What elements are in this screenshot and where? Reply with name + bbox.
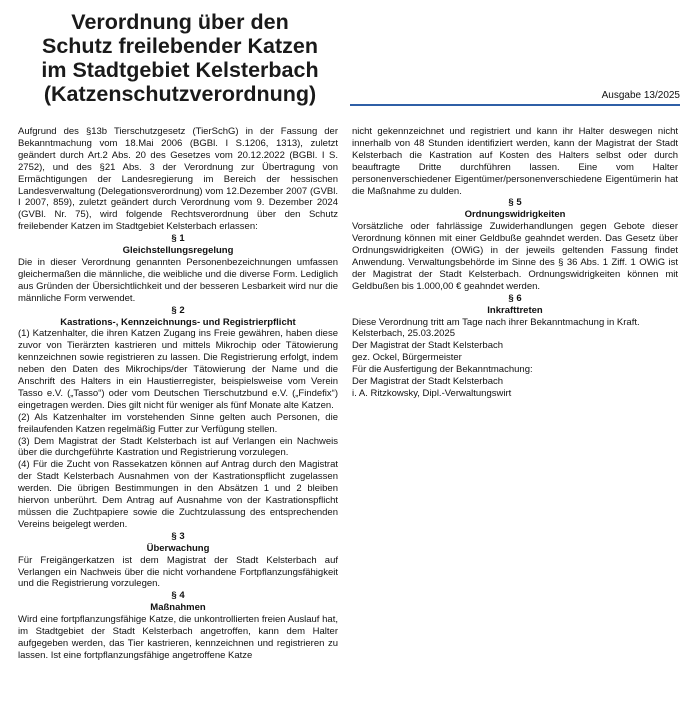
section-number: § 6 — [508, 292, 522, 304]
closing-line: gez. Ockel, Bürgermeister — [352, 352, 462, 364]
section-number: § 4 — [171, 590, 185, 602]
document-title — [16, 10, 344, 106]
intro-paragraph: Aufgrund des §13b Tierschutzgesetz (TierSchG) in der Fassung der Bekanntmachung vom 18.Mai 2006 (BGBl. I S.1206, 1313), zuletzt geändert durch Art.2 Abs. 20 des Gesetzes vom 20.12.2022 (BGBl. I S. 2752), und des §21 Abs. 3 der Verordnung zur Übertragung von Ermächtigungen der Landesregierung im Bereich der hessischen Landesverwaltung (Delegationsverordnung) vom 12.Dezember 2007 (GVBl. I 2007, 859), zuletzt geändert durch Verordnung vom 9. Dezember 2024 (GVBl. Nr. 75), wird folgende Rechtsverordnung über den Schutz freilebender Katzen im Stadtgebiet Kelsterbach erlassen: — [18, 126, 338, 233]
closing-line: Diese Verordnung tritt am Tage nach ihrer Bekanntmachung in Kraft. — [352, 316, 640, 328]
left-column — [18, 126, 338, 662]
section-heading: Überwachung — [146, 542, 210, 554]
section-text: Für Freigängerkatzen ist dem Magistrat der Stadt Kelsterbach auf Verlangen ein Nachweis über die nicht vorhandene Fortpflanzungsfähigkeit und die Registrierung vorzulegen. — [18, 554, 338, 590]
section-heading: Inkrafttreten — [487, 304, 543, 316]
header-rule — [350, 104, 680, 106]
section-heading: Kastrations-, Kennzeichnungs- und Registrierpflicht — [60, 316, 296, 328]
section-number: § 1 — [171, 233, 185, 245]
section-text: Vorsätzliche oder fahrlässige Zuwiderhandlungen gegen Gebote dieser Verordnung können mit einer Geldbuße geahndet werden. Das Gesetz über Ordnungswidrigkeiten (OWiG) in der jeweils geltenden Fassung findet Anwendung. Verwaltungsbehörde im Sinne des § 36 Abs. 1 Ziff. 1 OWiG ist der Magistrat der Stadt Kelsterbach. Ordnungswidrigkeiten können mit Geldbußen bis 1.000,00 € geahndet werden. — [352, 221, 678, 292]
right-column — [352, 126, 678, 400]
closing-line: Der Magistrat der Stadt Kelsterbach — [352, 376, 504, 388]
section-paragraph: (1) Katzenhalter, die ihren Katzen Zugang ins Freie gewähren, haben diese zuvor von Tierärzten kastrieren und mittels Mikrochip oder Tätowierung kennzeichnen sowie registrieren zu lassen. Die Registrierung erfolgt, indem neben den Daten des Mikrochips/der Tätowierung der Name und die Anschrift des Halters in ein Haustierregister, beispielsweise vom Verein Tasso e.V. („Tasso“) oder vom Deutschen Tierschutzbund e.V. („Findefix“) eingetragen werden. Dies gilt nicht für weniger als fünf Monate alte Katzen. — [18, 328, 338, 411]
section-paragraph: (2) Als Katzenhalter im vorstehenden Sinne gelten auch Personen, die freilaufenden Katzen regelmäßig Futter zur Verfügung stellen. — [18, 411, 338, 435]
section-text: Wird eine fortpflanzungsfähige Katze, die unkontrollierten freien Auslauf hat, im Stadtgebiet der Stadt Kelsterbach angetroffen, kann dem Halter aufgegeben werden, das Tier kastrieren, kennzeichnen und registrieren zu lassen. Ist eine fortpflanzungsfähige angetroffene Katze — [18, 614, 338, 661]
signature-block — [352, 317, 678, 400]
closing-line: Für die Ausfertigung der Bekanntmachung: — [352, 364, 533, 376]
title-line: Verordnung über den — [71, 10, 289, 34]
closing-line: Der Magistrat der Stadt Kelsterbach — [352, 340, 504, 352]
section-number: § 5 — [508, 197, 522, 209]
section-number: § 2 — [171, 304, 185, 316]
title-line: Schutz freilebender Katzen — [42, 34, 318, 58]
section-heading: Ordnungswidrigkeiten — [464, 209, 566, 221]
section-text: Die in dieser Verordnung genannten Personenbezeichnungen umfassen gleichermaßen die männliche, die weibliche und die diverse Form. Lediglich aus Gründen der Übersichtlichkeit und der besseren Lesbarkeit wird nur die männliche Form verwendet. — [18, 256, 338, 304]
title-line: im Stadtgebiet Kelsterbach — [41, 58, 319, 82]
closing-line: Kelsterbach, 25.03.2025 — [352, 328, 455, 340]
section-paragraph: (4) Für die Zucht von Rassekatzen können auf Antrag durch den Magistrat der Stadt Kelsterbach Ausnahmen von der Kastrationspflicht zugelassen werden. Die übrigen Bestimmungen in den Absätzen 1 und 2 bleiben hiervon unberührt. Dem Antrag auf Ausnahme von der Kastrationspflicht müssen die Zuchtpapiere sowie die Zuchtzulassung des entsprechenden Vereins beigelegt werden. — [18, 459, 338, 530]
section-text-continued: nicht gekennzeichnet und registriert und kann ihr Halter deswegen nicht innerhalb von 48 Stunden identifiziert werden, kann der Magistrat der Stadt Kelsterbach die Kastration auf Kosten des Halters selbst oder durch beauftragte Dritte durchführen lassen. Eine vom Halter personenverschiedener Eigentümer/personenverschiedene Eigentümerin hat die Maßnahme zu dulden. — [352, 126, 678, 197]
section-number: § 3 — [171, 530, 185, 542]
section-heading: Maßnahmen — [150, 602, 206, 614]
closing-line: i. A. Ritzkowsky, Dipl.-Verwaltungswirt — [352, 387, 512, 399]
section-heading: Gleichstellungsregelung — [122, 245, 234, 257]
section-paragraph: (3) Dem Magistrat der Stadt Kelsterbach ist auf Verlangen ein Nachweis über die durchgeführte Kastration und Registrierung vorzulegen. — [18, 435, 338, 459]
title-line: (Katzenschutzverordnung) — [43, 82, 317, 106]
issue-number: Ausgabe 13/2025 — [601, 90, 680, 101]
